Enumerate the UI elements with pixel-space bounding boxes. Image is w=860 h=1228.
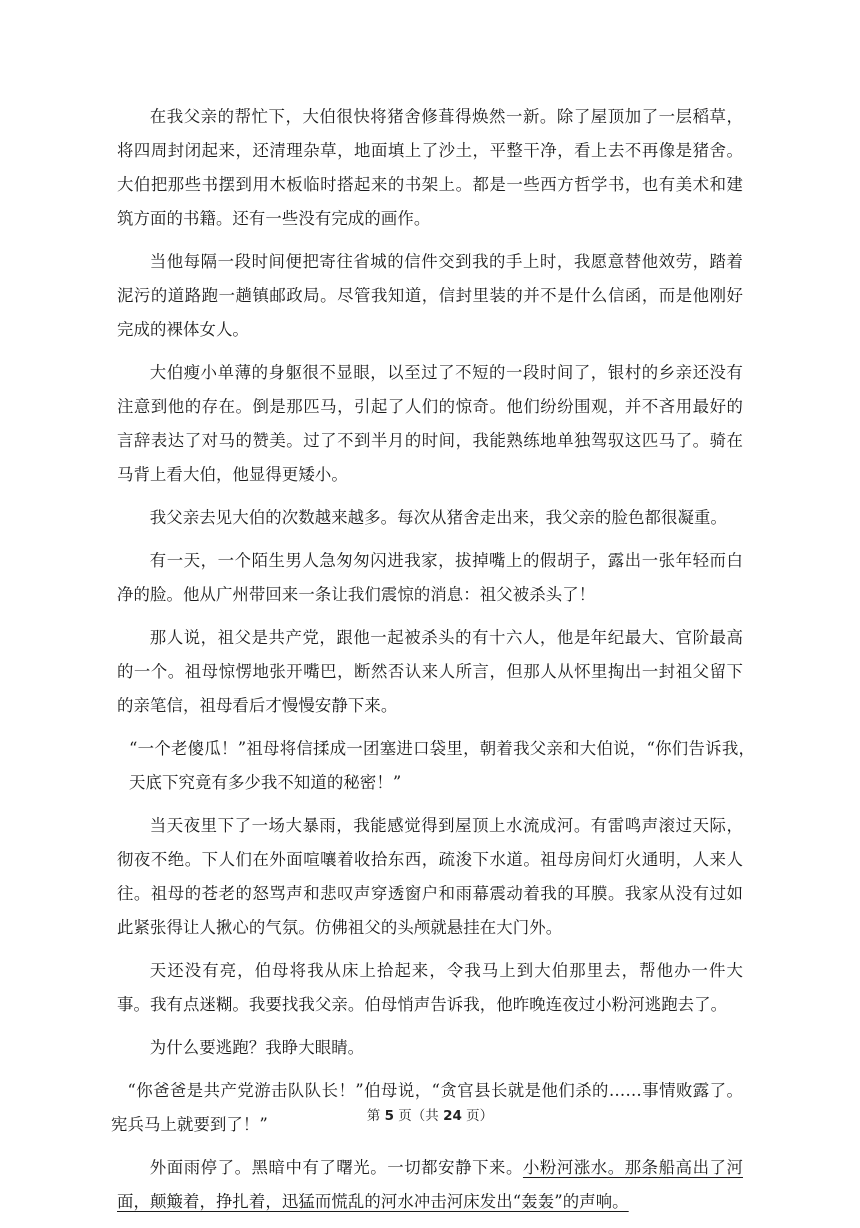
footer-prefix: 第	[366, 1108, 385, 1124]
paragraph-12	[117, 1151, 743, 1219]
footer-suffix: 页）	[461, 1108, 494, 1124]
page-total: 24	[443, 1108, 462, 1124]
paragraph-8: 当天夜里下了一场大暴雨，我能感觉得到屋顶上水流成河。有雷鸣声滚过天际，彻夜不绝。下人们在外面喧嚷着收拾东西，疏浚下水道。祖母房间灯火通明，人来人往。祖母的苍老的怒骂声和悲叹声穿透窗户和雨幕震动着我的耳膜。我家从没有过如此紧张得让人揪心的气氛。仿佛祖父的头颅就悬挂在大门外。	[117, 816, 743, 937]
paragraph-10: 为什么要逃跑？我睁大眼睛。	[149, 1038, 365, 1057]
paragraph-9: 天还没有亮，伯母将我从床上拾起来，令我马上到大伯那里去，帮他办一件大事。我有点迷糊。我要找我父亲。伯母悄声告诉我，他昨晚连夜过小粉河逃跑去了。	[117, 961, 743, 1014]
paragraph-5: 有一天，一个陌生男人急匆匆闪进我家，拔掉嘴上的假胡子，露出一张年轻而白净的脸。他从广州带回来一条让我们震惊的消息：祖父被杀头了！	[117, 551, 743, 604]
paragraph-3: 大伯瘦小单薄的身躯很不显眼，以至过了不短的一段时间了，银村的乡亲还没有注意到他的存在。倒是那匹马，引起了人们的惊奇。他们纷纷围观，并不吝用最好的言辞表达了对马的赞美。过了不到半月的时间，我能熟练地单独驾驭这匹马了。骑在马背上看大伯，他显得更矮小。	[117, 363, 743, 484]
underlined-passage: 小粉河涨水。那条船高出了河面，颠簸着，挣扎着，迅猛而慌乱的河水冲击河床发出“轰轰”的声响。	[117, 1158, 743, 1211]
page-footer	[0, 1104, 860, 1124]
paragraph-7: “一个老傻瓜！”祖母将信揉成一团塞进口袋里，朝着我父亲和大伯说，“你们告诉我，天底下究竟有多少我不知道的秘密！”	[129, 739, 755, 792]
page-number: 5	[384, 1108, 394, 1124]
paragraph-11: “你爸爸是共产党游击队队长！”伯母说，“贪官县长就是他们杀的……事情败露了。宪兵马上就要到了！”	[111, 1081, 743, 1134]
footer-middle: 页（共	[394, 1108, 444, 1124]
paragraph-2: 当他每隔一段时间便把寄往省城的信件交到我的手上时，我愿意替他效劳，踏着泥污的道路跑一趟镇邮政局。尽管我知道，信封里装的并不是什么信函，而是他刚好完成的裸体女人。	[117, 252, 743, 339]
article-body	[111, 100, 755, 1228]
paragraph-12-plain: 外面雨停了。黑暗中有了曙光。一切都安静下来。	[149, 1158, 523, 1177]
paragraph-1: 在我父亲的帮忙下，大伯很快将猪舍修葺得焕然一新。除了屋顶加了一层稻草，将四周封闭起来，还清理杂草，地面填上了沙土，平整干净，看上去不再像是猪舍。大伯把那些书摆到用木板临时搭起来的书架上。都是一些西方哲学书，也有美术和建筑方面的书籍。还有一些没有完成的画作。	[117, 107, 743, 228]
paragraph-6: 那人说，祖父是共产党，跟他一起被杀头的有十六人，他是年纪最大、官阶最高的一个。祖母惊愣地张开嘴巴，断然否认来人所言，但那人从怀里掏出一封祖父留下的亲笔信，祖母看后才慢慢安静下来。	[117, 628, 743, 715]
paragraph-4: 我父亲去见大伯的次数越来越多。每次从猪舍走出来，我父亲的脸色都很凝重。	[149, 508, 727, 527]
